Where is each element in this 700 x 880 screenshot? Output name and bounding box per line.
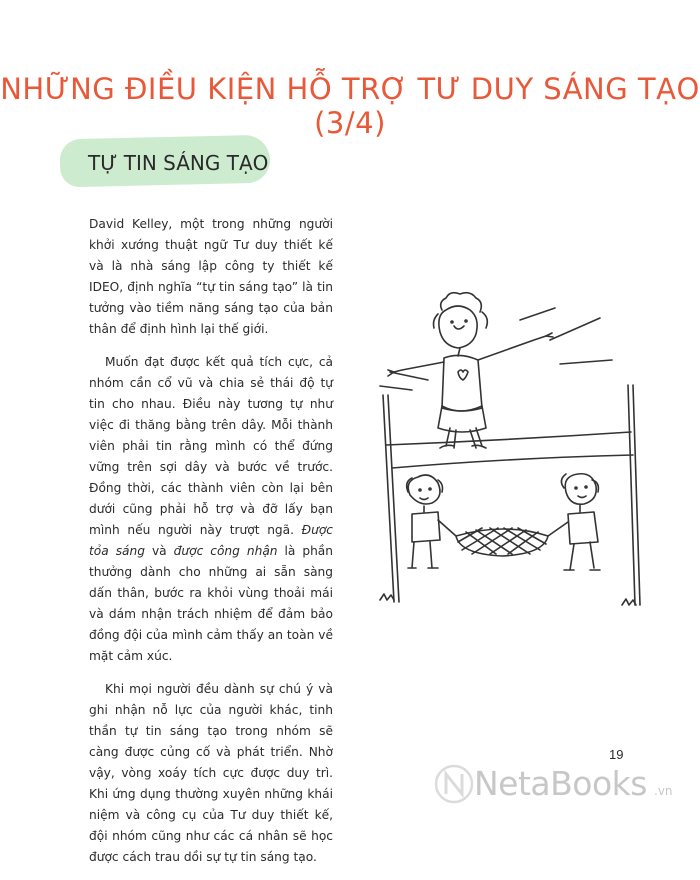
safety-net [456,528,548,556]
motion-line [550,318,600,340]
paragraph-1: David Kelley, một trong những người khởi xướng thuật ngữ Tư duy thiết kế và là nhà sáng lập công ty thiết kế IDEO, định nghĩa “tự tin sáng tạo” là tin tưởng vào tiềm năng sáng tạo của bản thân để định hình lại thế giới. [89,217,333,336]
left-pole [383,395,394,602]
walker-figure [388,293,553,448]
section-title: TỰ TIN SÁNG TẠO [88,151,269,175]
paragraph-2-mid: và [144,544,174,558]
paragraph-2-part-a: Muốn đạt được kết quả tích cực, cả nhóm cần cổ vũ và chia sẻ thái độ tự tin cho nhau. Điều này tương tự như việc đi thăng bằng trên dây. Mỗi thành viên phải tin rằng mình có thể đứng vững trên sợi dây và bước về trước. Đồng thời, các thành viên còn lại bên dưới cũng phải hỗ trợ và đỡ lấy bạn mình nếu người này trượt ngã. [89,355,333,537]
watermark-brand: NetaBooks [474,764,647,803]
motion-line [390,372,428,380]
tightrope-illustration [350,280,670,620]
motion-line [380,386,412,390]
right-helper-figure [548,474,600,570]
paragraph-2-part-b: là phần thưởng dành cho những ai sẵn sàng dấn thân, bước ra khỏi vùng thoải mái và dám nhận trách nhiệm để đảm bảo đồng đội của mình cảm thấy an toàn về mặt cảm xúc. [89,544,334,663]
emphasis-shine: Được tỏa sáng [89,523,333,558]
motion-line [520,308,555,320]
left-helper-figure [407,475,456,568]
paragraph-2 [89,352,333,667]
emphasis-recognized: được công nhận [173,544,278,558]
paragraph-3: Khi mọi người đều dành sự chú ý và ghi nhận nỗ lực của người khác, tinh thần tự tin sáng tạo trong nhóm sẽ càng được củng cố và phát triển. Nhờ vậy, vòng xoáy tích cực được duy trì. Khi ứng dụng thường xuyên những khái niệm và công cụ của Tư duy thiết kế, đội nhóm cũng như các cá nhân sẽ học được cách trau dồi sự tự tin sáng tạo. [89,682,333,864]
watermark-suffix: .vn [654,784,673,798]
body-text [89,214,333,880]
tightrope [386,432,631,445]
motion-line [560,360,612,364]
page-number: 19 [609,747,624,762]
page-title: NHỮNG ĐIỀU KIỆN HỖ TRỢ TƯ DUY SÁNG TẠO (3/4) [0,72,700,140]
